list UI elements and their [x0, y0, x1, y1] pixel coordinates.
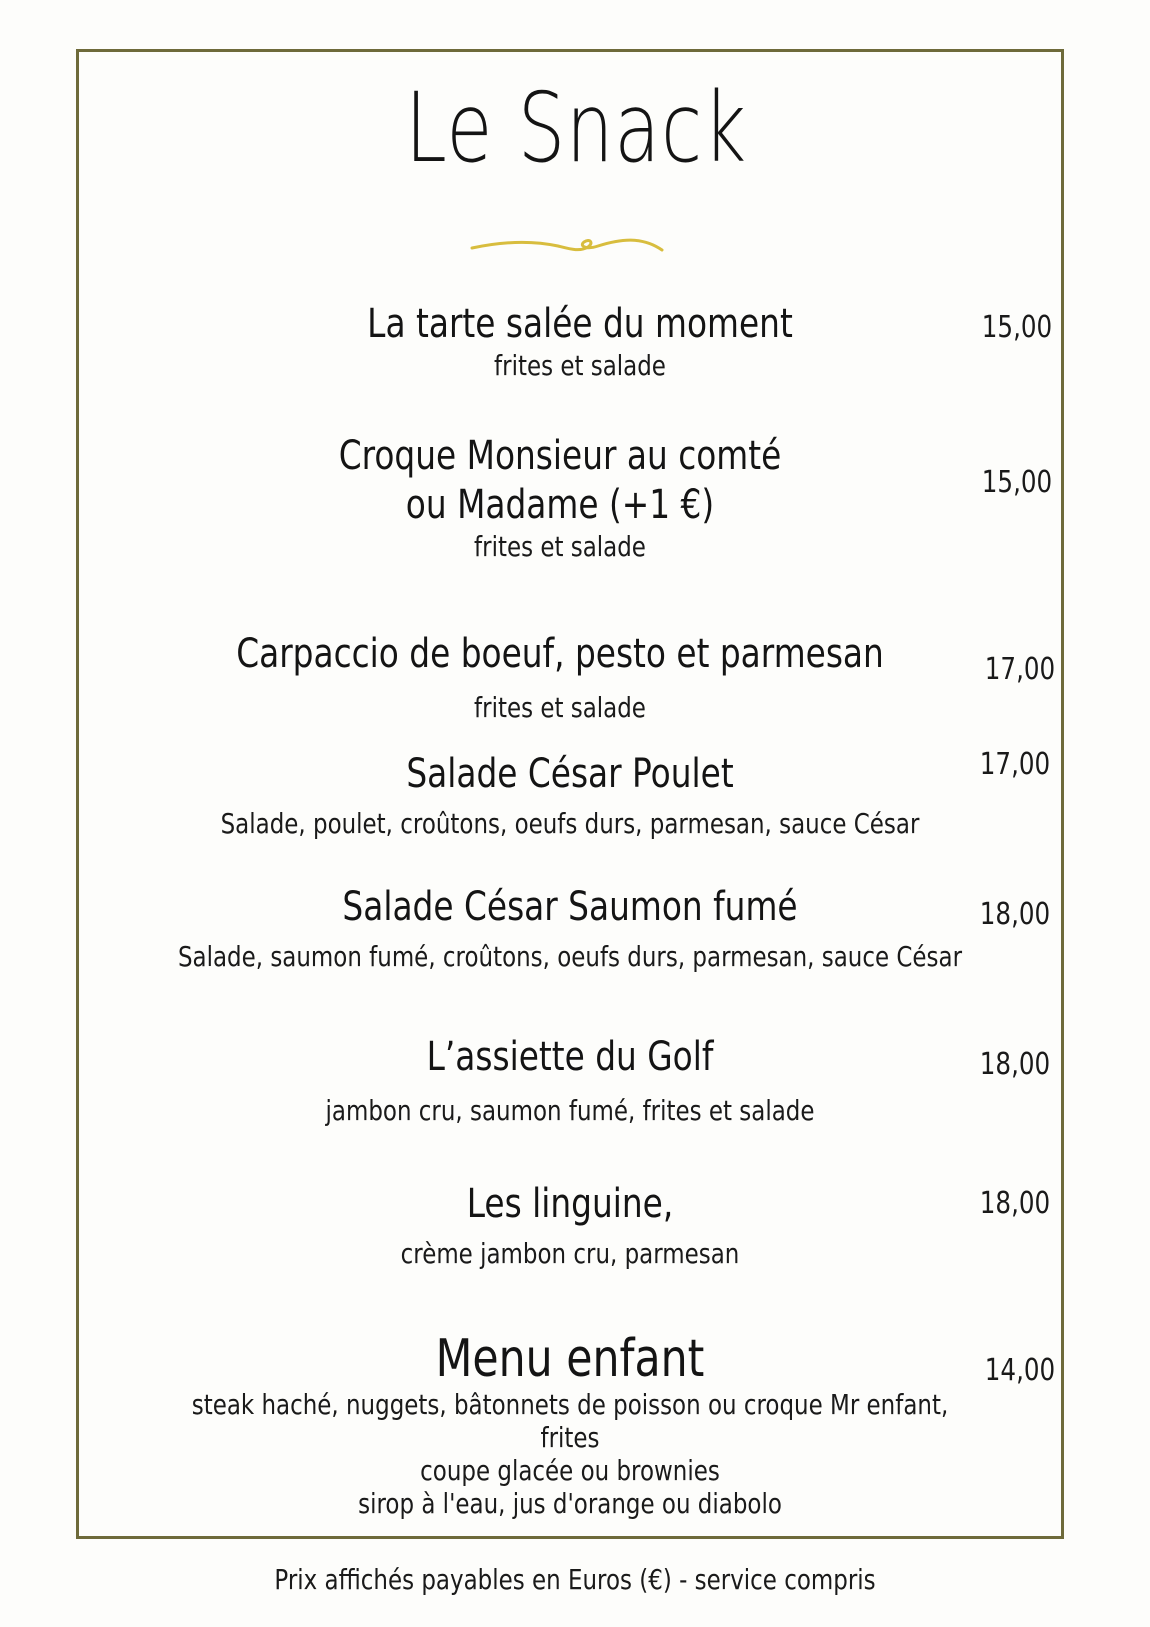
menu-item-cesar-saumon [160, 883, 980, 973]
dish-name: Carpaccio de boeuf, pesto et parmesan [236, 631, 884, 677]
menu-item-croque [314, 432, 806, 563]
dish-description: frites et salade [474, 691, 646, 724]
flourish-ornament [470, 228, 664, 262]
dish-description: Salade, poulet, croûtons, oeufs durs, parmesan, sauce César [220, 807, 920, 840]
dish-description: frites et salade [474, 530, 646, 563]
dish-name: L’assiette du Golf [426, 1034, 714, 1080]
dish-description: steak haché, nuggets, bâtonnets de poisson ou croque Mr enfant, frites coupe glacée ou brownies sirop à l'eau, jus d'orange ou diabolo [191, 1388, 949, 1520]
menu-item-assiette-golf [242, 1033, 898, 1127]
menu-item-menu-enfant [160, 1330, 980, 1520]
dish-description: Salade, saumon fumé, croûtons, oeufs durs, parmesan, sauce César [177, 940, 963, 973]
footer-note: Prix affichés payables en Euros (€) - service compris [274, 1563, 876, 1596]
dish-price: 17,00 [979, 747, 1051, 782]
dish-price: 15,00 [981, 465, 1053, 500]
menu-title: Le Snack [405, 72, 748, 184]
dish-name: Menu enfant [435, 1329, 705, 1389]
dish-price: 18,00 [979, 1186, 1051, 1221]
dish-price: 17,00 [984, 652, 1056, 687]
dish-name: Salade César Saumon fumé [342, 884, 798, 930]
dish-name: La tarte salée du moment [367, 301, 793, 347]
menu-item-linguine [324, 1180, 816, 1270]
dish-name: Croque Monsieur au comté ou Madame (+1 €) [338, 433, 782, 528]
dish-price: 15,00 [981, 310, 1053, 345]
menu-item-cesar-poulet [201, 750, 939, 840]
dish-price: 14,00 [984, 1353, 1056, 1388]
dish-price: 18,00 [979, 1047, 1051, 1082]
dish-name: Salade César Poulet [406, 751, 734, 797]
dish-description: frites et salade [494, 349, 666, 382]
dish-description: crème jambon cru, parmesan [400, 1237, 740, 1270]
dish-price: 18,00 [979, 897, 1051, 932]
menu-item-tarte [334, 300, 826, 382]
dish-description: jambon cru, saumon fumé, frites et salade [325, 1094, 815, 1127]
dish-name: Les linguine, [466, 1181, 674, 1227]
menu-item-carpaccio [232, 630, 888, 724]
